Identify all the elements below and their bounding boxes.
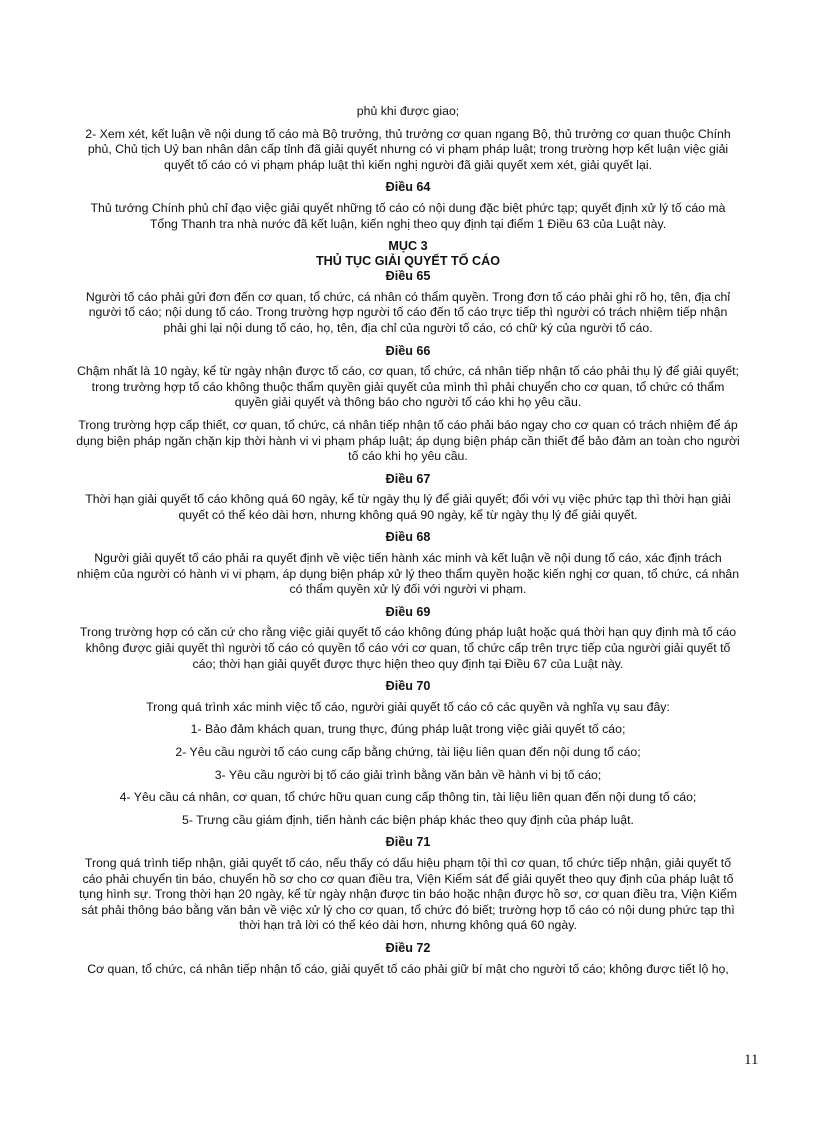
paragraph: 4- Yêu cầu cá nhân, cơ quan, tổ chức hữu quan cung cấp thông tin, tài liệu liên quan đến nội dung tố cáo; bbox=[119, 790, 697, 805]
article-heading: Điều 66 bbox=[385, 343, 431, 358]
paragraph: 5- Trưng cầu giám định, tiến hành các biện pháp khác theo quy định của pháp luật. bbox=[182, 812, 634, 827]
paragraph: Trong trường hợp cấp thiết, cơ quan, tổ chức, cá nhân tiếp nhận tố cáo phải báo ngay cho cơ quan có trách nhiệm để áp dụng biện pháp ngăn chặn kịp thời hành vi vi phạm pháp luật; áp dụng biện pháp cần thiết để bảo đảm an toàn cho người tố cáo khi họ yêu cầu. bbox=[76, 417, 740, 464]
paragraph: Trong quá trình xác minh việc tố cáo, người giải quyết tố cáo có các quyền và nghĩa vụ sau đây: bbox=[146, 699, 670, 714]
article-heading: Điều 70 bbox=[385, 679, 431, 694]
document-body bbox=[76, 104, 740, 984]
paragraph: Cơ quan, tổ chức, cá nhân tiếp nhận tố cáo, giải quyết tố cáo phải giữ bí mật cho người tố cáo; không được tiết lộ họ, bbox=[87, 961, 729, 976]
paragraph: Thủ tướng Chính phủ chỉ đạo việc giải quyết những tố cáo có nội dung đặc biệt phức tạp; quyết định xử lý tố cáo mà Tổng Thanh tra nhà nước đã kết luận, kiến nghị theo quy định tại điểm 1 Điều 63 của Luật này. bbox=[90, 200, 726, 231]
article-heading: Điều 65 bbox=[385, 269, 431, 284]
paragraph: Trong quá trình tiếp nhận, giải quyết tố cáo, nếu thấy có dấu hiệu phạm tội thì cơ quan, tổ chức tiếp nhận, giải quyết tố cáo phải chuyển tin báo, chuyển hồ sơ cho cơ quan điều tra, Viện Kiểm sát để giải quyết theo quy định của pháp luật tố tụng hình sự. Trong thời hạn 20 ngày, kể từ ngày nhận được tin báo hoặc nhận được hồ sơ, cơ quan điều tra, Viện Kiểm sát phải thông báo bằng văn bản về việc xử lý cho cơ quan, tổ chức đó biết; trường hợp tố cáo có nội dung phức tạp thì thời hạn trả lời có thể kéo dài hơn, nhưng không quá 60 ngày. bbox=[79, 855, 737, 933]
section-heading: MỤC 3 bbox=[388, 239, 428, 254]
paragraph: 2- Yêu cầu người tố cáo cung cấp bằng chứng, tài liệu liên quan đến nội dung tố cáo; bbox=[175, 745, 641, 759]
article-heading: Điều 64 bbox=[385, 180, 431, 195]
page-number: 11 bbox=[744, 1052, 759, 1068]
paragraph: Người giải quyết tố cáo phải ra quyết định về việc tiến hành xác minh và kết luận về nội dung tố cáo, xác định trách nhiệm của người có hành vi vi phạm, áp dụng biện pháp xử lý theo thẩm quyền hoặc kiến nghị cơ quan, tổ chức, cá nhân có thẩm quyền xử lý đối với người vi phạm. bbox=[76, 551, 740, 597]
paragraph: 3- Yêu cầu người bị tố cáo giải trình bằng văn bản về hành vi bị tố cáo; bbox=[214, 767, 602, 782]
paragraph: 1- Bảo đảm khách quan, trung thực, đúng pháp luật trong việc giải quyết tố cáo; bbox=[190, 722, 626, 737]
paragraph: phủ khi được giao; bbox=[356, 104, 460, 118]
paragraph: Chậm nhất là 10 ngày, kể từ ngày nhận được tố cáo, cơ quan, tổ chức, cá nhân tiếp nhận tố cáo phải thụ lý để giải quyết; trong trường hợp tố cáo không thuộc thẩm quyền giải quyết của mình thì phải chuyển cho cơ quan, tổ chức có thẩm quyền giải quyết và thông báo cho người tố cáo khi họ yêu cầu. bbox=[76, 364, 739, 410]
article-heading: Điều 69 bbox=[385, 604, 431, 619]
article-heading: Điều 67 bbox=[385, 471, 431, 486]
section-heading: THỦ TỤC GIẢI QUYẾT TỐ CÁO bbox=[315, 254, 500, 269]
paragraph: Thời hạn giải quyết tố cáo không quá 60 ngày, kể từ ngày thụ lý để giải quyết; đối với vụ việc phức tạp thì thời hạn giải quyết có thể kéo dài hơn, nhưng không quá 90 ngày, kể từ ngày thụ lý để giải quyết. bbox=[85, 492, 731, 522]
paragraph: Trong trường hợp có căn cứ cho rằng việc giải quyết tố cáo không đúng pháp luật hoặc quá thời hạn quy định mà tố cáo không được giải quyết thì người tố cáo có quyền tố cáo với cơ quan, tổ chức cấp trên trực tiếp của người giải quyết tố cáo; thời hạn giải quyết được thực hiện theo quy định tại Điều 67 của Luật này. bbox=[79, 625, 737, 671]
paragraph: Người tố cáo phải gửi đơn đến cơ quan, tổ chức, cá nhân có thẩm quyền. Trong đơn tố cáo phải ghi rõ họ, tên, địa chỉ người tố cáo; nội dung tố cáo. Trong trường hợp người tố cáo đến tố cáo trực tiếp thì người có trách nhiệm tiếp nhận phải ghi lại nội dung tố cáo, họ, tên, địa chỉ của người tố cáo, có chữ ký của người tố cáo. bbox=[85, 289, 731, 335]
paragraph: 2- Xem xét, kết luận về nội dung tố cáo mà Bộ trưởng, thủ trưởng cơ quan ngang Bộ, thủ trưởng cơ quan thuộc Chính phủ, Chủ tịch Uỷ ban nhân dân cấp tỉnh đã giải quyết nhưng có vi phạm pháp luật; trong trường hợp kết luận việc giải quyết tố cáo có vi phạm pháp luật thì kiến nghị người đã giải quyết xem xét, giải quyết lại. bbox=[85, 126, 731, 172]
article-heading: Điều 72 bbox=[385, 940, 431, 955]
article-heading: Điều 68 bbox=[385, 530, 431, 545]
article-heading: Điều 71 bbox=[385, 835, 431, 850]
